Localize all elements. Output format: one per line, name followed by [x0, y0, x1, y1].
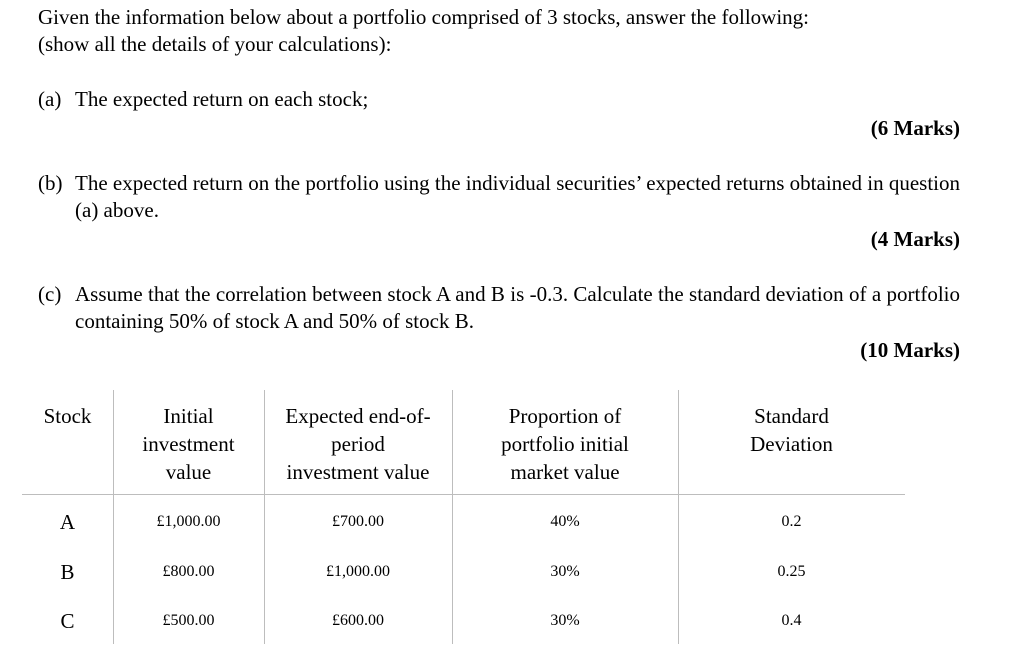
header-expected-line: investment value: [286, 460, 430, 484]
question-a-marks: (6 Marks): [870, 116, 960, 140]
question-a-label: (a): [38, 87, 62, 111]
header-initial-line: value: [165, 460, 212, 484]
header-proportion-line: market value: [510, 460, 620, 484]
header-initial-line: Initial: [163, 404, 214, 428]
question-a-text: The expected return on each stock;: [75, 87, 369, 111]
intro-line-2: (show all the details of your calculations):: [38, 32, 392, 56]
header-expected-line: Expected end-of-: [285, 404, 431, 428]
question-c-label: (c): [38, 282, 62, 306]
table-header-divider: [22, 494, 905, 495]
question-b-label: (b): [38, 171, 63, 195]
header-proportion-line: portfolio initial: [501, 432, 629, 456]
question-c-marks: (10 Marks): [860, 338, 960, 362]
cell-proportion: 30%: [550, 563, 580, 580]
question-b: [38, 170, 960, 224]
cell-stock: A: [59, 510, 76, 534]
question-a: [38, 86, 960, 113]
header-initial: [113, 402, 264, 486]
header-stock-line: Stock: [43, 404, 92, 428]
cell-sd: 0.4: [781, 612, 802, 629]
cell-initial: £800.00: [162, 563, 215, 580]
header-expected: [264, 402, 452, 486]
question-b-marks: (4 Marks): [870, 227, 960, 251]
cell-stock: B: [60, 560, 75, 584]
header-stock: [22, 402, 113, 430]
intro-text: [38, 4, 960, 58]
header-expected-line: period: [331, 432, 385, 456]
question-c: [38, 281, 960, 335]
intro-line-1: Given the information below about a portfolio comprised of 3 stocks, answer the following:: [38, 5, 810, 29]
cell-sd: 0.2: [781, 513, 802, 530]
cell-stock: C: [60, 609, 75, 633]
cell-expected: £1,000.00: [326, 563, 390, 580]
header-sd-line: Deviation: [750, 432, 833, 456]
header-initial-line: investment: [142, 432, 235, 456]
header-proportion-line: Proportion of: [508, 404, 622, 428]
cell-expected: £700.00: [332, 513, 384, 530]
cell-initial: £500.00: [162, 612, 215, 629]
question-c-text: Assume that the correlation between stock A and B is -0.3. Calculate the standard deviation of a portfolio containing 50% of stock A and 50% of stock B.: [75, 282, 960, 333]
header-proportion: [452, 402, 678, 486]
cell-initial: £1,000.00: [156, 513, 221, 530]
cell-proportion: 30%: [550, 612, 580, 629]
cell-proportion: 40%: [550, 513, 580, 530]
cell-expected: £600.00: [332, 612, 384, 629]
header-sd-line: Standard: [754, 404, 829, 428]
question-b-text: The expected return on the portfolio using the individual securities’ expected returns obtained in question (a) above.: [75, 171, 960, 222]
header-sd: [678, 402, 905, 458]
portfolio-table: [22, 390, 905, 644]
cell-sd: 0.25: [777, 563, 806, 580]
